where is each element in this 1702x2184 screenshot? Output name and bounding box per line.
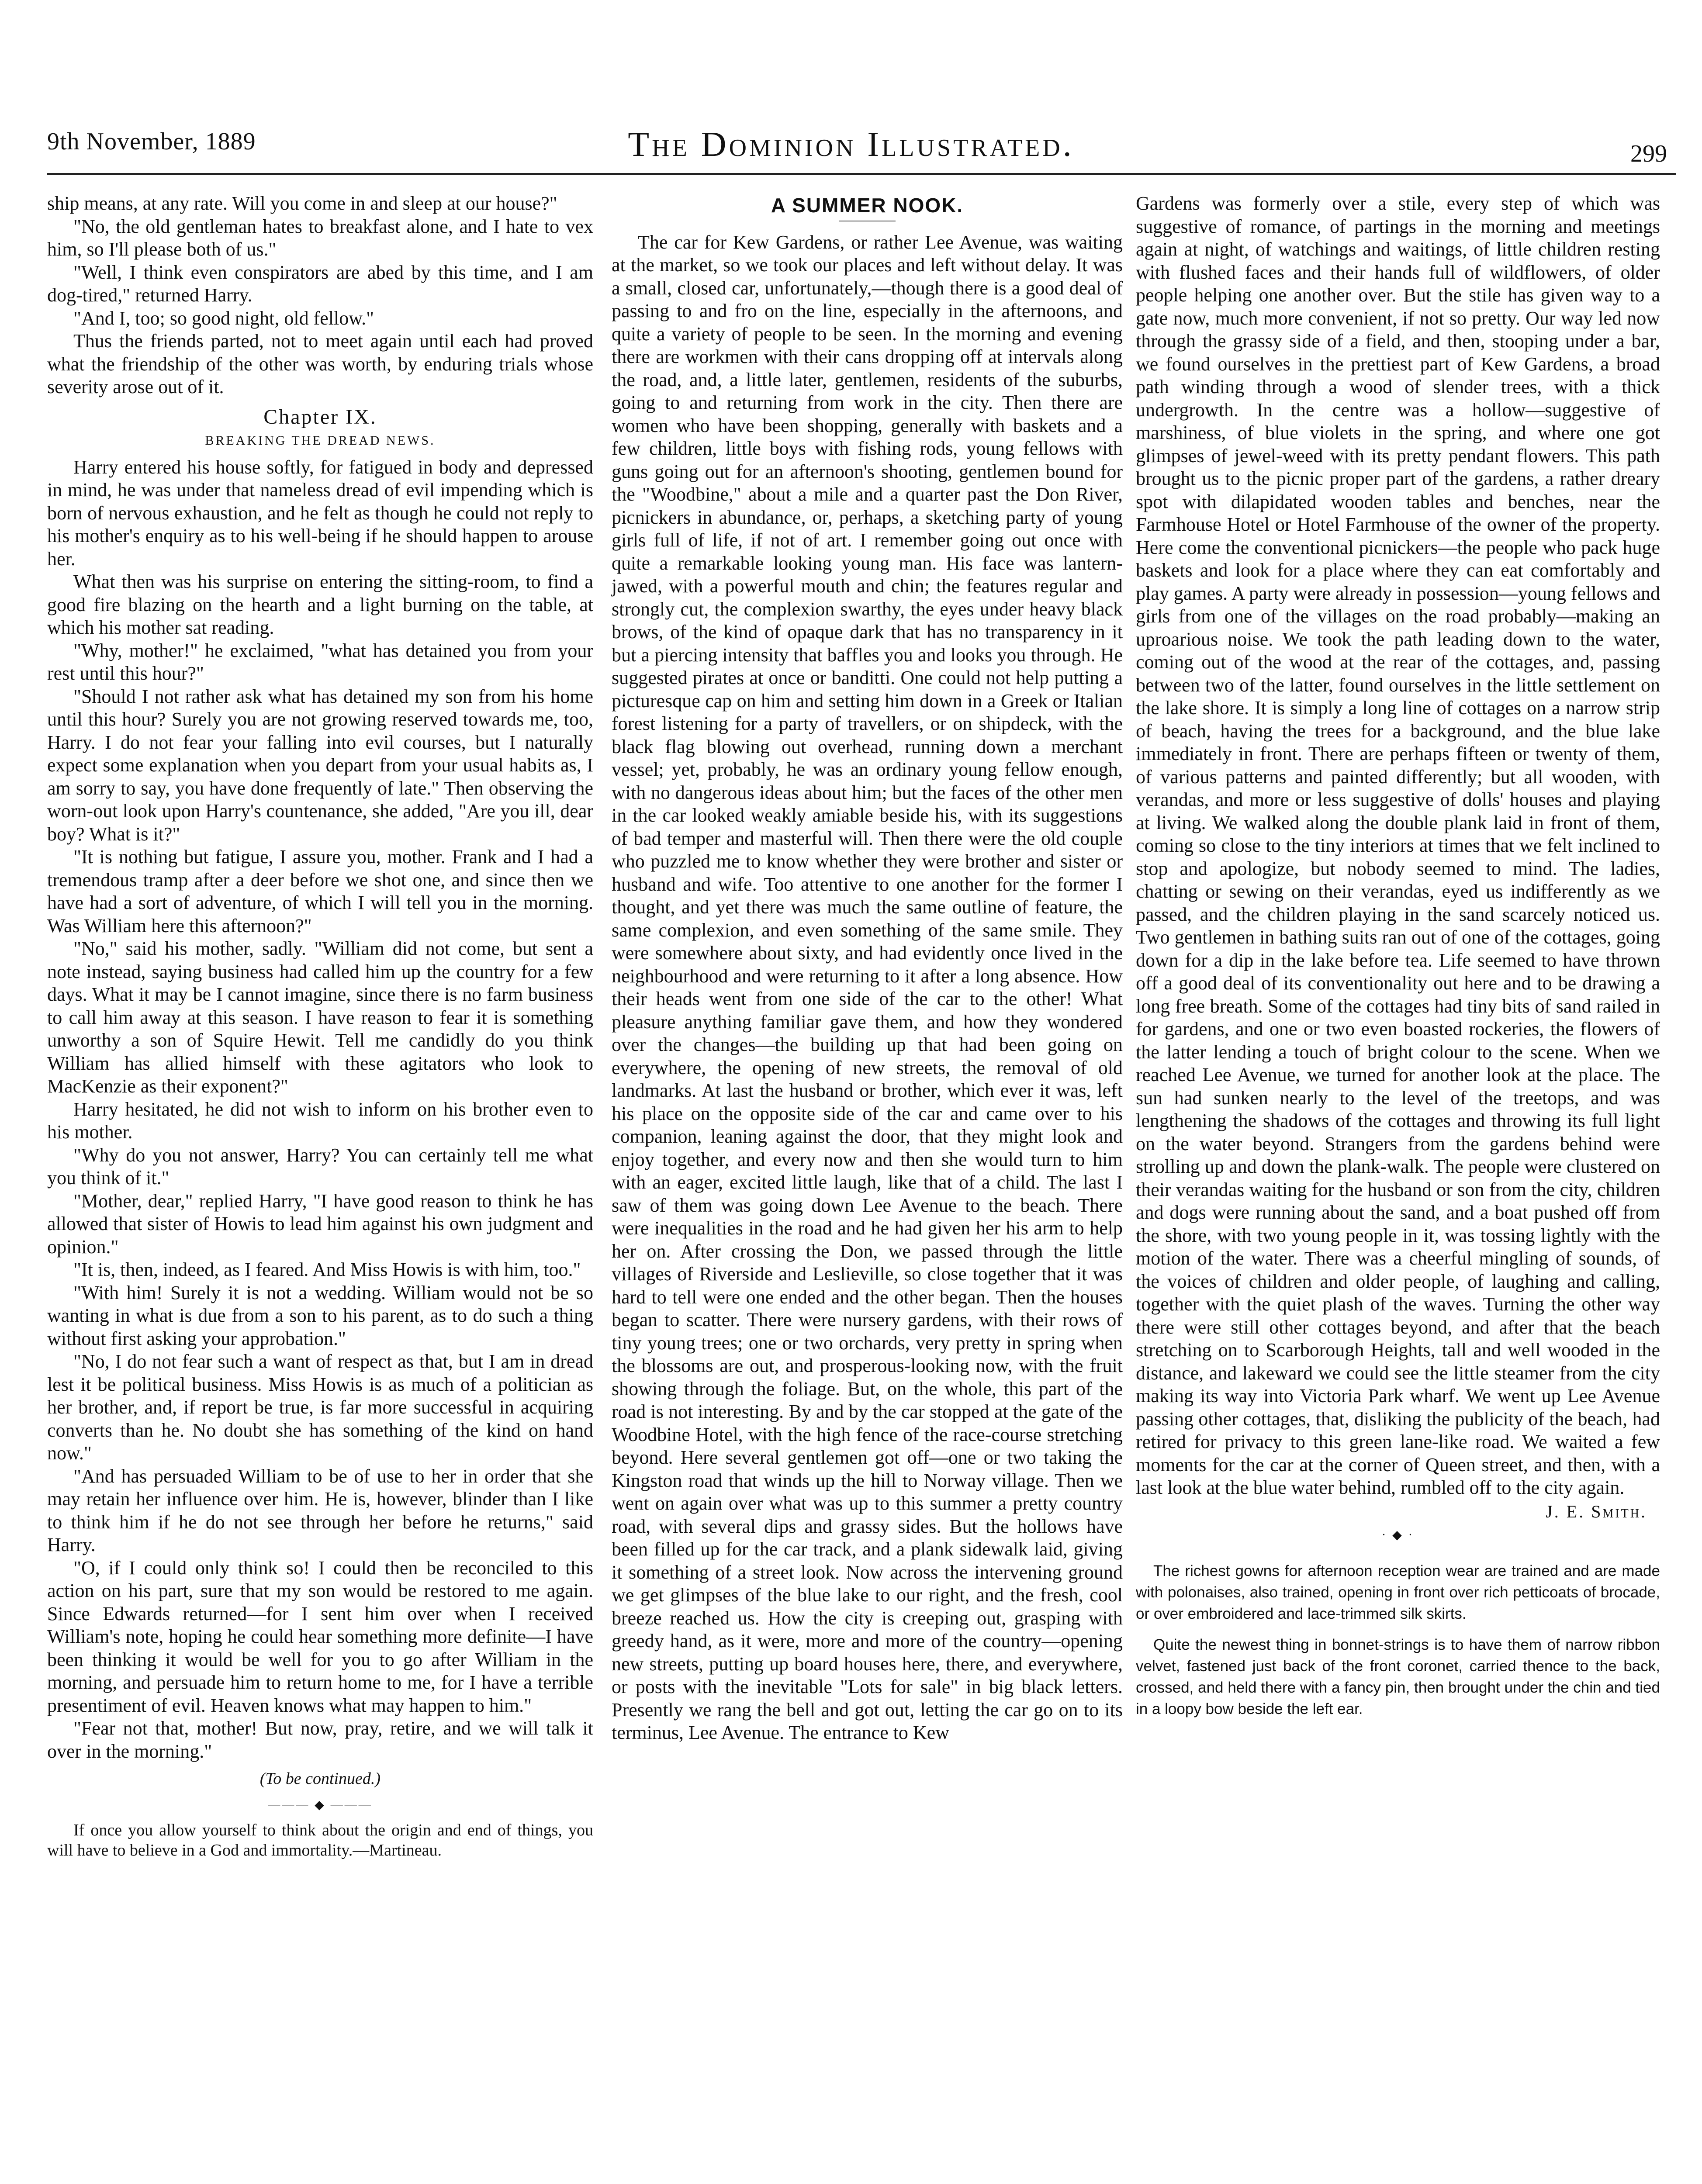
story-paragraph: "With him! Surely it is not a wedding. William would not be so wanting in what is due from a son to his parent, as to do such a thing without first asking your approbation." <box>47 1282 593 1349</box>
fashion-note: Quite the newest thing in bonnet-strings is to have them of narrow ribbon velvet, fastened just back of the front coronet, carried thence to the back, crossed, and held there with a fancy pin, then brought under the chin and tied in a loopy bow beside the left ear. <box>1136 1636 1660 1717</box>
story-paragraph: "Should I not rather ask what has detained my son from his home until this hour? Surely you are not growing reserved towards me, too, Harry. I do not fear your falling into evil courses, but I naturally expect some explanation when you depart from your usual habits as, I am sorry to say, you have done frequently of late." Then observing the worn-out look upon Harry's countenance, she added, "Are you ill, dear boy? What is it?" <box>47 685 593 845</box>
story-paragraph: Harry entered his house softly, for fatigued in body and depressed in mind, he was under that nameless dread of evil impending which is born of nervous exhaustion, and he felt as though he could not reply to his mother's enquiry as to his well-being if he should happen to arouse her. <box>47 456 593 570</box>
article-paragraph: Gardens was formerly over a stile, every step of which was suggestive of romance, of partings in the morning and meetings again at night, of watchings and waitings, of little children resting with flushed faces and their hands full of wildflowers, of older people helping one another over. But the stile has given way to a gate now, much more convenient, if not so pretty. Our way led now through the grassy side of a field, and then, stooping under a bar, we found ourselves in the prettiest part of Kew Gardens, a broad path winding through a wood of slender trees, with a thick undergrowth. In the centre was a hollow—suggestive of marshiness, of blue violets in the spring, and where one got glimpses of jewel-weed with its pretty pendant flowers. This path brought us to the picnic proper part of the gardens, a rather dreary spot with dilapidated wooden tables and benches, near the Farmhouse Hotel or Hotel Farmhouse of the owner of the property. Here come the conventional picnickers—the people who pack huge baskets and look for a place where they can eat comfortably and play games. A party were already in possession—young fellows and girls from one of the villages on the road probably—making an uproarious noise. We took the path leading down to the water, coming out of the wood at the rear of the cottages, and, passing between two of the latter, found ourselves in the little settlement on the lake shore. It is simply a long line of cottages on a narrow strip of beach, having the trees for a background, and the blue lake immediately in front. There are perhaps fifteen or twenty of them, of various patterns and painted differently; but all wooden, with verandas, and more or less suggestive of dolls' houses and playing at living. We walked along the double plank laid in front of them, coming so close to the tiny interiors at times that we felt inclined to stop and apologize, but nobody seemed to mind. The ladies, chatting or sewing on their verandas, eyed us indifferently as we passed, and the children playing in the sand scarcely noticed us. Two gentlemen in bathing suits ran out of one of the cottages, going down for a dip in the lake before tea. Life seemed to have thrown off a good deal of its conventionality out here and to be drawing a long free breath. Some of the cottages had tiny bits of sand railed in for gardens, and one or two even boasted rockeries, the flowers of the latter lending a touch of bright colour to the scene. When we reached Lee Avenue, we turned for another look at the place. The sun had sunken nearly to the level of the treetops, and was lengthening the shadows of the cottages and throwing its full light on the water beyond. Strangers from the gardens behind were strolling up and down the plank-walk. The people were clustered on their verandas waiting for the husband or son from the city, children and dogs were running about the sand, and a boat pushed off from the shore, with two young people in it, was tossing lightly with the motion of the water. There was a cheerful mingling of sounds, of the voices of children and older people, of laughing and calling, together with the quiet plash of the waves. Turning the other way there were still other cottages beyond, and after that the beach stretching on to Scarborough Heights, tall and well wooded in the distance, and lakeward we could see the little steamer from the city making its way into Victoria Park wharf. We went up Lee Avenue passing other cottages, that, disliking the publicity of the beach, had retired for privacy to this green lane-like road. We waited a few moments for the car at the corner of Queen street, and then, with a last look at the blue water behind, rumbled off to the city again. <box>1136 193 1660 1498</box>
story-paragraph: "No," said his mother, sadly. "William did not come, but sent a note instead, saying business had called him up the country for a few days. What it may be I cannot imagine, since there is no farm business to call him away at this season. I have reason to fear it is something unworthy a son of Squire Hewit. Tell me candidly do you think William has allied himself with these agitators who look to MacKenzie as their exponent?" <box>47 938 593 1097</box>
story-paragraph: ship means, at any rate. Will you come in and sleep at our house?" <box>47 193 557 214</box>
story-paragraph: "Why do you not answer, Harry? You can certainly tell me what you think of it." <box>47 1144 593 1189</box>
fashion-notes <box>1136 1560 1660 1720</box>
story-paragraph: "Well, I think even conspirators are abed by this time, and I am dog-tired," returned Harry. <box>47 261 593 306</box>
story-paragraph: "Fear not that, mother! But now, pray, retire, and we will talk it over in the morning." <box>47 1717 593 1762</box>
ornament-divider: ——— ◆ ——— <box>268 1798 373 1812</box>
story-paragraph: "No, I do not fear such a want of respect as that, but I am in dread lest it be political business. Miss Howis is as much of a politician as her brother, and, if report be true, is far more successful in acquiring converts than he. No doubt she has something of the kind on hand now." <box>47 1351 593 1464</box>
column-middle <box>612 192 1123 1745</box>
issue-date: 9th November, 1889 <box>47 128 256 155</box>
column-right <box>1136 192 1660 1729</box>
story-paragraph: Thus the friends parted, not to meet again until each had proved what the friendship of the other was worth, by enduring trials whose severity arose out of it. <box>47 330 593 397</box>
closing-quote: If once you allow yourself to think about the origin and end of things, you will have to believe in a God and immortality.—Martineau. <box>47 1821 593 1859</box>
story-paragraph: "Why, mother!" he exclaimed, "what has detained you from your rest until this hour?" <box>47 639 593 684</box>
page-number: 299 <box>1630 140 1667 167</box>
chapter-title: Chapter IX. <box>263 405 377 429</box>
story-paragraph: Harry hesitated, he did not wish to inform on his brother even to his mother. <box>47 1098 593 1143</box>
story-paragraph: "Mother, dear," replied Harry, "I have good reason to think he has allowed that sister of Howis to lead him against his own judgment and opinion." <box>47 1190 593 1258</box>
fashion-note: The richest gowns for afternoon reception wear are trained and are made with polonaises, also trained, opening in front over rich petticoats of brocade, or over embroidered and lace-trimmed silk skirts. <box>1136 1562 1660 1622</box>
author-signature: J. E. Smith. <box>1546 1501 1647 1521</box>
article-paragraph: The car for Kew Gardens, or rather Lee Avenue, was waiting at the market, so we took our places and left without delay. It was a small, closed car, unfortunately,—though there is a good deal of passing to and fro on the line, especially in the afternoons, and quite a variety of people to be seen. In the morning and evening there are workmen with their cans dropping off at intervals along the road, and, a little later, gentlemen, residents of the suburbs, going to and returning from work in the city. Then there are women who have been shopping, generally with baskets and a few children, little boys with fishing rods, young fellows with guns going out for an afternoon's shooting, gentlemen bound for the "Woodbine," about a mile and a quarter past the Don River, picnickers in abundance, or, perhaps, a sketching party of young girls full of life, if not of art. I remember going out once with quite a remarkable looking young man. His face was lantern-jawed, with a powerful mouth and chin; the features regular and strongly cut, the complexion swarthy, the eyes under heavy black brows, of the kind of opaque dark that has no transparency in it but a piercing intensity that baffles you and looks you through. He suggested pirates at once or banditti. One could not help putting a picturesque cap on him and setting him down in a Greek or Italian forest listening for a party of travellers, or on shipdeck, with the black flag blowing out overhead, running down a merchant vessel; yet, probably, he was an ordinary young fellow enough, with no dangerous ideas about him; but the faces of the other men in the car looked weakly amiable beside his, with its suggestions of bad temper and masterful will. Then there were the old couple who puzzled me to know whether they were brother and sister or husband and wife. Too attentive to one another for the former I thought, and yet there was much the same outline of feature, the same complexion, and even something of the same smile. They were somewhere about sixty, and had evidently once lived in the neighbourhood and were returning to it after a long absence. How their heads went from one side of the car to the other! What pleasure anything familiar gave them, and how they wondered over the changes—the building up that had been going on everywhere, the opening of new streets, the removal of old landmarks. At last the husband or brother, which ever it was, left his place on the opposite side of the car and came over to his companion, leaning against the door, that they might look and enjoy together, and every now and then she would turn to him with an eager, excited little laugh, like that of a child. The last I saw of them was going down Lee Avenue to the beach. There were inequalities in the road and he had given her his arm to help her on. After crossing the Don, we passed through the little villages of Riverside and Leslieville, so close together that it was hard to tell were one ended and the other began. Then the houses began to scatter. There were nursery gardens, with their rows of tiny young trees; one or two orchards, very pretty in spring when the blossoms are out, and prosperous-looking now, with the fruit showing through the foliage. But, on the whole, this part of the road is not interesting. By and by the car stopped at the gate of the Woodbine Hotel, with the high fence of the race-course stretching beyond. Here several gentlemen got off—one or two taking the Kingston road that winds up the hill to Norway village. Then we went on again over what was up to this summer a pretty country road, with several dips and grassy sides. But the hollows have been filled up for the car track, and a plank sidewalk laid, giving it something of a street look. Now across the intervening ground we get glimpses of the blue lake to our right, and the fresh, cool breeze reached us. How the city is creeping out, grasping with greedy hand, as it were, more and more of the country—opening new streets, putting up board houses here, there, and everywhere, or posts with the inevitable "Lots for sale" in big black letters. Presently we rang the bell and got out, letting the car go on to its terminus, Lee Avenue. The entrance to Kew <box>612 231 1123 1743</box>
story-paragraph: "It is, then, indeed, as I feared. And Miss Howis is with him, too." <box>73 1259 581 1280</box>
masthead-title: The Dominion Illustrated. <box>628 125 1074 164</box>
story-paragraph: "O, if I could only think so! I could then be reconciled to this action on his part, sure that my son would be restored to me again. Since Edwards returned—for I sent him over when I received William's note, hoping he could hear something more definite—I have been thinking it would be well for you to go after William in the morning, and persuade him to return home to me, for I have a terrible presentiment of evil. Heaven knows what may happen to him." <box>47 1557 593 1716</box>
story-paragraph: "And I, too; so good night, old fellow." <box>73 307 374 329</box>
ornament-divider: · ◆ · <box>1381 1528 1415 1542</box>
story-paragraph: What then was his surprise on entering the sitting-room, to find a good fire blazing on the hearth and a light burning on the table, at which his mother sat reading. <box>47 571 593 638</box>
story-paragraph: "No, the old gentleman hates to breakfast alone, and I hate to vex him, so I'll please both of us." <box>47 215 593 260</box>
story-paragraph: "It is nothing but fatigue, I assure you, mother. Frank and I had a tremendous tramp after a deer before we shot one, and since then we have had a sort of adventure, of which I will tell you in the morning. Was William here this afternoon?" <box>47 846 593 936</box>
article-title: A SUMMER NOOK. <box>771 194 964 217</box>
column-left <box>47 192 593 1860</box>
header-rule <box>47 173 1676 175</box>
chapter-subtitle: BREAKING THE DREAD NEWS. <box>205 433 436 448</box>
story-paragraph: "And has persuaded William to be of use to her in order that she may retain her influence over him. He is, however, blinder than I like to think him if he do not see through her before he returns," said Harry. <box>47 1465 593 1555</box>
continued-note: (To be continued.) <box>259 1769 381 1788</box>
